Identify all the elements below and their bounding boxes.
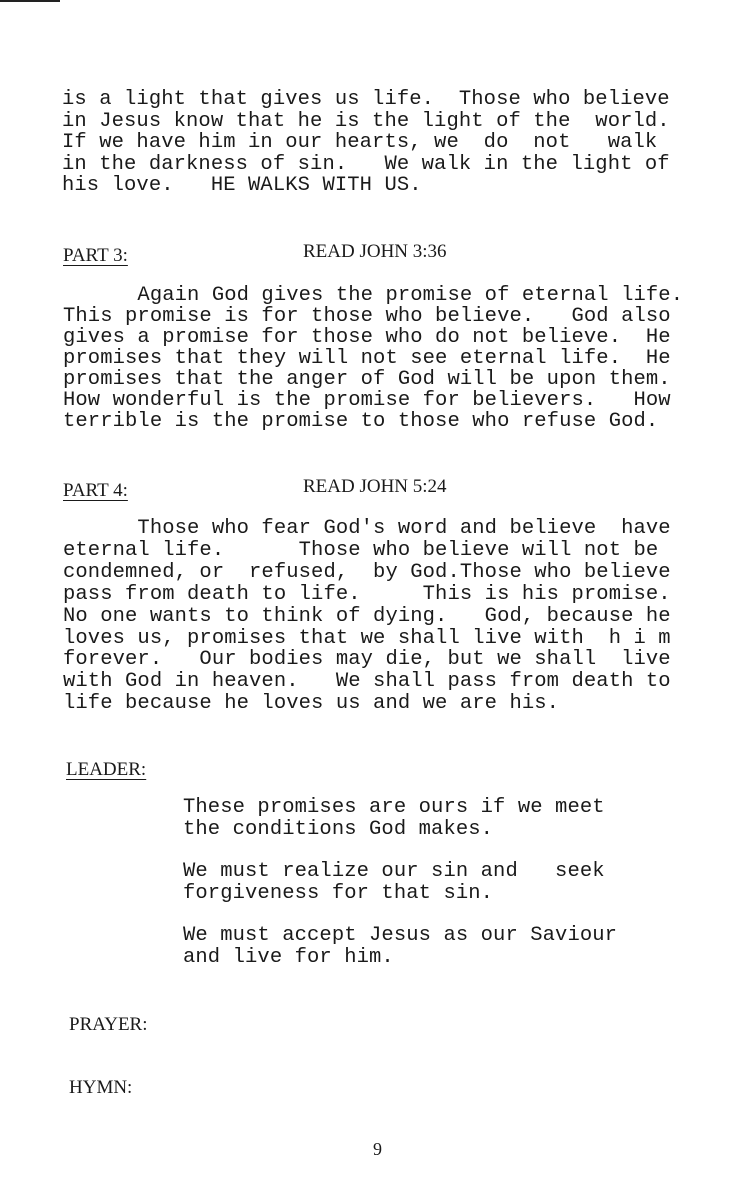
paragraph-2-line: This promise is for those who believe. God also: [63, 305, 671, 328]
leader-line: We must accept Jesus as our Saviour: [183, 924, 618, 947]
prayer-label: PRAYER:: [69, 1014, 148, 1035]
paragraph-3-line: pass from death to life. This is his promise.: [63, 582, 671, 606]
part-3-heading: PART 3:: [63, 245, 128, 266]
leader-line: We must realize our sin and seek: [183, 860, 605, 883]
paragraph-1-line: is a light that gives us life. Those who believe: [62, 88, 670, 111]
paragraph-3-line: life because he loves us and we are his.: [63, 692, 560, 716]
part-4-heading: PART 4:: [63, 480, 128, 501]
paragraph-2-line: gives a promise for those who do not believe. He: [63, 326, 671, 349]
leader-line: forgiveness for that sin.: [183, 882, 494, 905]
leader-line: These promises are ours if we meet: [183, 796, 605, 819]
part-4-reading: READ JOHN 5:24: [303, 476, 447, 497]
paragraph-1-line: If we have him in our hearts, we do not walk: [62, 131, 658, 155]
paragraph-1-line: his love. HE WALKS WITH US.: [62, 174, 422, 198]
paragraph-3-line: condemned, or refused, by God.Those who believe: [63, 560, 671, 584]
part-3-reading: READ JOHN 3:36: [303, 241, 447, 262]
paragraph-3-line: loves us, promises that we shall live with h i m: [63, 626, 671, 650]
page-number: 9: [373, 1139, 382, 1159]
paragraph-1-line: in the darkness of sin. We walk in the light of: [62, 152, 670, 176]
leader-heading: LEADER:: [66, 759, 147, 780]
paragraph-2-line: How wonderful is the promise for believers. How: [63, 389, 671, 412]
paragraph-3-line: forever. Our bodies may die, but we shall live: [63, 648, 671, 672]
paragraph-2-line: promises that they will not see eternal life. He: [63, 347, 671, 370]
paragraph-2-line: promises that the anger of God will be upon them.: [63, 368, 671, 391]
paragraph-3-line: No one wants to think of dying. God, because he: [63, 604, 671, 628]
paragraph-3-line: with God in heaven. We shall pass from death to: [63, 670, 671, 694]
paragraph-3-line: Those who fear God's word and believe have: [63, 517, 671, 540]
scan-edge-mark: [0, 0, 60, 2]
leader-line: the conditions God makes.: [183, 818, 494, 841]
paragraph-2-line: terrible is the promise to those who refuse God.: [63, 410, 659, 433]
paragraph-1-line: in Jesus know that he is the light of the world.: [62, 109, 670, 133]
paragraph-2-line: Again God gives the promise of eternal life.: [63, 284, 684, 307]
paragraph-3-line: eternal life. Those who believe will not be: [63, 538, 659, 562]
hymn-label: HYMN:: [69, 1077, 133, 1098]
leader-line: and live for him.: [183, 946, 394, 969]
